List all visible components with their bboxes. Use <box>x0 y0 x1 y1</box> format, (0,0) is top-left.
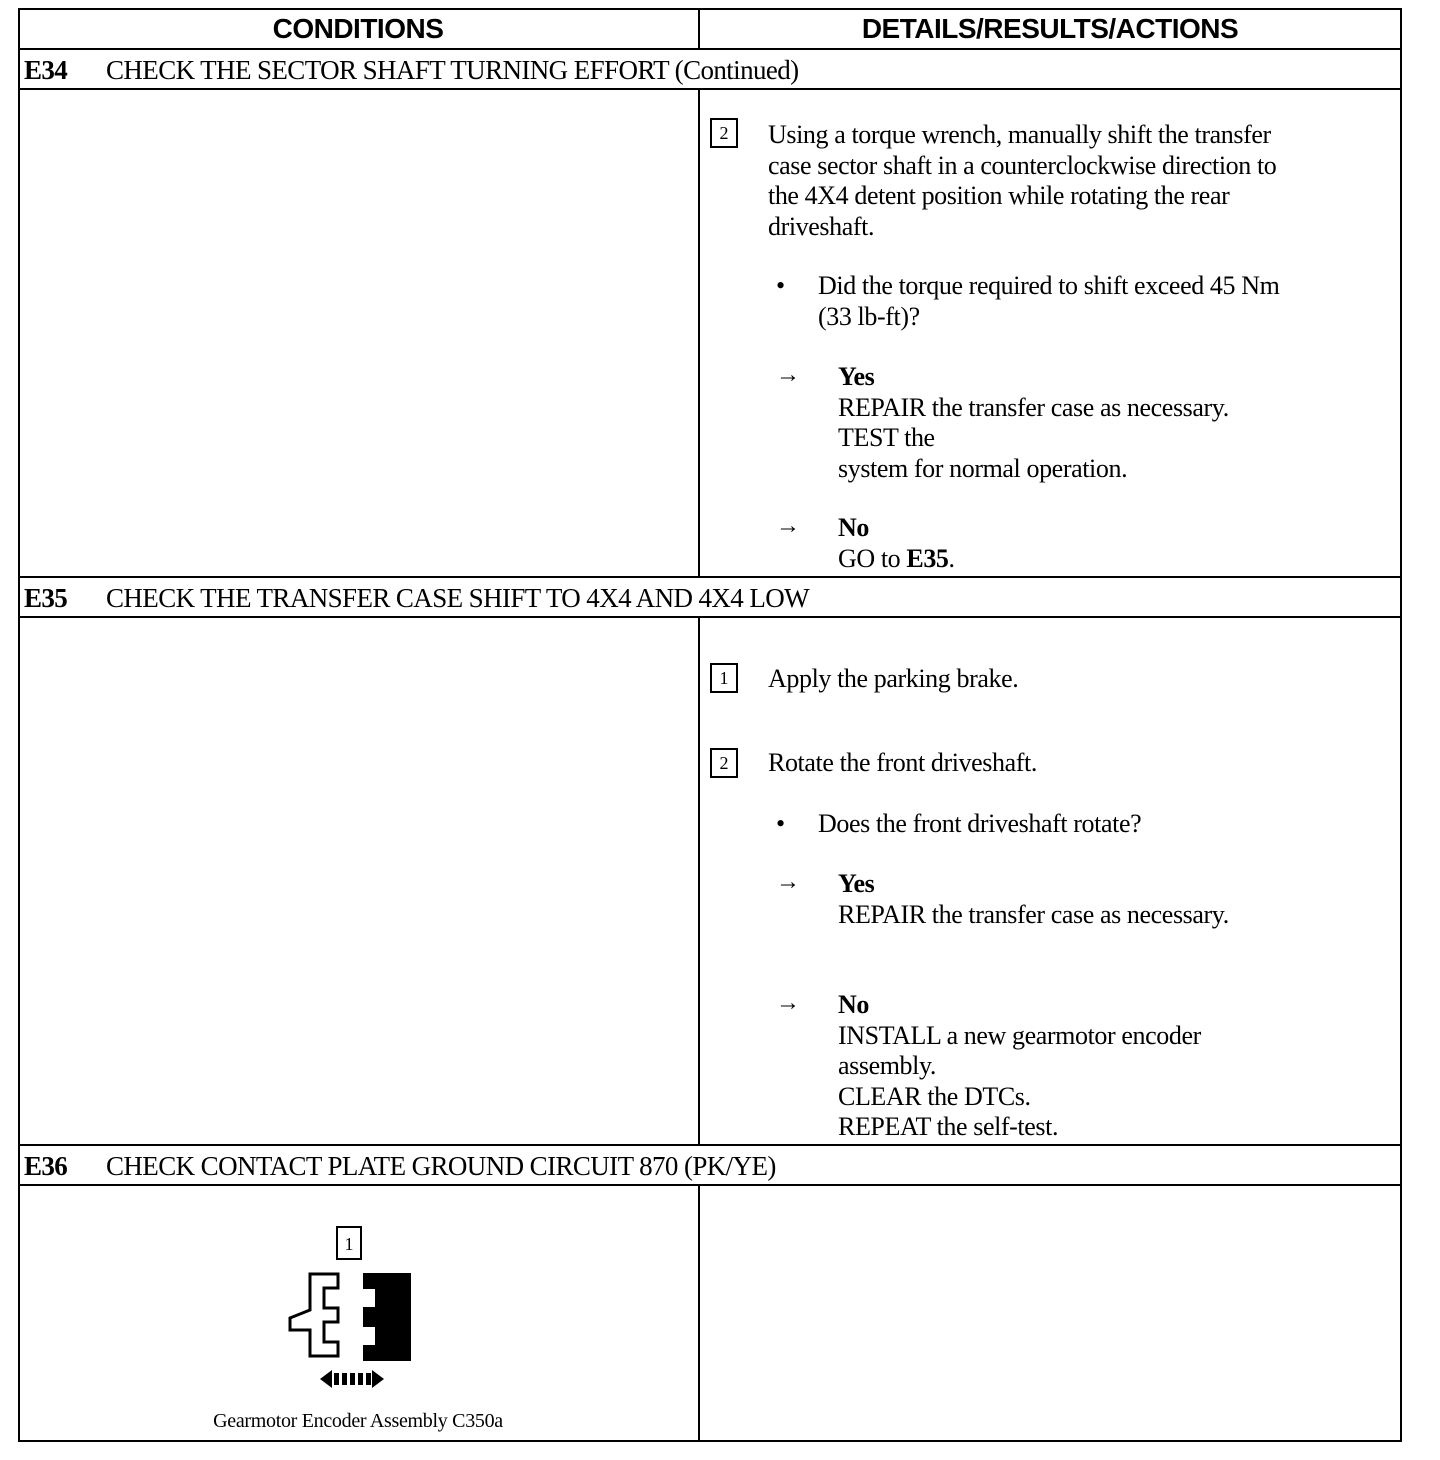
table-border-right <box>1400 8 1402 1442</box>
e34-title: CHECK THE SECTOR SHAFT TURNING EFFORT (Continued) <box>106 55 799 85</box>
e35-no-label: No <box>838 990 869 1019</box>
e34-no-arrow: → <box>776 513 800 539</box>
table-border-bottom <box>18 1440 1402 1442</box>
connector-disconnect-icon <box>280 1270 420 1398</box>
e35-step-1-box: 1 <box>710 663 738 693</box>
e35-no-line-4: REPEAT the self-test. <box>838 1112 1059 1141</box>
e35-no-line-1: INSTALL a new gearmotor encoder <box>838 1020 1201 1050</box>
e35-step-2-box: 2 <box>710 748 738 778</box>
e35-question-bullet: • <box>776 809 786 838</box>
separate-arrow-icon <box>320 1370 384 1388</box>
e34-yes-arrow: → <box>776 362 800 388</box>
e34-question-line-1: Did the torque required to shift exceed 45 Nm <box>818 271 1280 300</box>
e35-question: Does the front driveshaft rotate? <box>818 809 1142 838</box>
e34-step-2-line-1: Using a torque wrench, manually shift the transfer <box>768 120 1271 149</box>
e36-step-1-box: 1 <box>336 1226 362 1260</box>
e34-yes-line-1: REPAIR the transfer case as necessary. <box>838 392 1229 422</box>
e35-code: E35 <box>24 583 68 613</box>
table-border-left <box>18 8 20 1442</box>
e34-question-bullet: • <box>776 271 786 300</box>
e34-yes-label: Yes <box>838 362 875 391</box>
e34-question <box>818 271 1398 332</box>
e34-step-2-line-4: driveshaft. <box>768 211 875 241</box>
connector-right-half <box>364 1274 410 1360</box>
e35-no-arrow: → <box>776 990 800 1016</box>
header-details: DETAILS/RESULTS/ACTIONS <box>861 13 1239 44</box>
e34-step-2-line-2: case sector shaft in a counterclockwise direction to <box>768 150 1277 180</box>
e35-yes-block <box>838 869 1398 930</box>
e35-yes-label: Yes <box>838 869 875 898</box>
e34-step-2-line-3: the 4X4 detent position while rotating the rear <box>768 181 1230 210</box>
e34-no-goto-prefix: GO to <box>838 543 907 573</box>
e34-no-block <box>838 513 1398 574</box>
e34-step-2-text <box>768 120 1398 242</box>
e36-code: E36 <box>24 1151 68 1181</box>
e34-no-goto <box>838 544 1398 575</box>
e35-step-1-text: Apply the parking brake. <box>768 664 1019 693</box>
e36-figure-caption: Gearmotor Encoder Assembly C350a <box>213 1410 503 1432</box>
e34-step-2-box: 2 <box>710 118 738 148</box>
e35-title: CHECK THE TRANSFER CASE SHIFT TO 4X4 AND 4X4 LOW <box>106 583 810 613</box>
e35-no-line-3: CLEAR the DTCs. <box>838 1081 1031 1111</box>
e35-yes-line-1: REPAIR the transfer case as necessary. <box>838 899 1229 929</box>
header-conditions: CONDITIONS <box>272 13 444 44</box>
e35-no-block <box>838 990 1398 1143</box>
e35-step-2-text: Rotate the front driveshaft. <box>768 748 1037 777</box>
e34-heading <box>18 50 1402 90</box>
column-divider-e36 <box>698 1184 700 1442</box>
e36-title: CHECK CONTACT PLATE GROUND CIRCUIT 870 (PK/YE) <box>106 1151 776 1181</box>
e34-no-label: No <box>838 513 869 542</box>
e34-yes-line-2: TEST the <box>838 423 935 452</box>
e34-question-line-2: (33 lb-ft)? <box>818 301 920 331</box>
e35-heading <box>18 578 1402 618</box>
diagnostic-table <box>18 8 1402 1442</box>
e35-no-line-2: assembly. <box>838 1051 936 1080</box>
e35-yes-arrow: → <box>776 869 800 895</box>
e34-code: E34 <box>24 55 68 85</box>
e34-yes-line-3: system for normal operation. <box>838 453 1128 483</box>
column-divider-e35 <box>698 616 700 1144</box>
connector-left-half <box>290 1274 338 1356</box>
column-divider-e34 <box>698 88 700 576</box>
e36-heading <box>18 1146 1402 1186</box>
e34-yes-block <box>838 362 1398 484</box>
e34-no-goto-target: E35 <box>906 543 949 573</box>
e34-no-goto-suffix: . <box>948 543 955 573</box>
